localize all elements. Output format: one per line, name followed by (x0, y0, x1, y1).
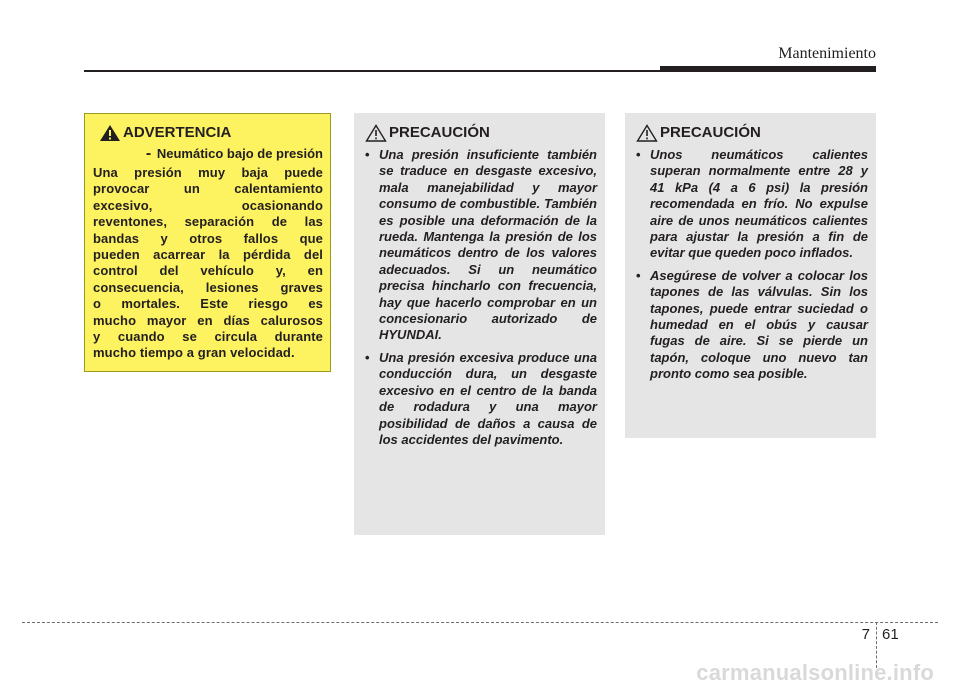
warning-line: excesivo, ocasionando (93, 197, 323, 213)
warning-line: o mortales. Este riesgo es (93, 296, 323, 312)
caution-list (365, 147, 597, 448)
list-item (636, 147, 868, 262)
chapter-number: 7 (861, 626, 870, 643)
header-rule-thick (660, 66, 876, 72)
list-item (365, 350, 597, 448)
warning-line: provocar un calentamiento (93, 181, 323, 197)
list-item-text: Una presión insuficiente también se traduce en desgaste excesivo, mala manejabilidad y mayor consumo de combustible. También es posible una deformación de la rueda. Mantenga la presión de los neumáticos dentro de los valores adecuados. Si un neumático precisa hincharlo con frecuencia, hay que hacerlo comprobar en un concesionario autorizado de HYUNDAI. (379, 147, 597, 343)
warning-subtitle (93, 145, 323, 162)
bullet: • (636, 147, 641, 162)
warning-triangle-icon (99, 124, 121, 142)
list-item (636, 268, 868, 383)
list-item-text: Una presión excesiva produce una conducción dura, un desgaste excesivo en el centro de la banda de rodadura y una mayor posibilidad de daños a causa de los accidentes del pavimento. (379, 349, 597, 447)
footer-dashed-rule (22, 622, 938, 623)
caution-title: PRECAUCIÓN (660, 124, 761, 141)
bullet: • (636, 267, 641, 283)
page-number: 61 (882, 626, 899, 643)
warning-title: ADVERTENCIA (123, 124, 232, 141)
section-title: Mantenimiento (778, 45, 876, 62)
list-item-text: Asegúrese de volver a colocar los tapones de las válvulas. Sin los tapones, puede entrar suciedad o humedad en el obús y causar fugas de aire. Si se pierde un tapón, coloque uno nuevo tan pronto como sea posible. (650, 267, 868, 382)
warning-heading (93, 123, 323, 142)
warning-line: y cuando se circula durante (93, 329, 323, 345)
warning-line: consecuencia, lesiones graves (93, 279, 323, 295)
warning-line: reventones, separación de las (93, 214, 323, 230)
list-item (365, 147, 597, 344)
warning-line: mucho mayor en días calurosos (93, 312, 323, 328)
header-rule-thin (84, 70, 664, 72)
caution-box-tire-pressure (354, 113, 605, 535)
caution-heading (365, 123, 597, 142)
bullet: • (365, 349, 370, 365)
caution-title: PRECAUCIÓN (389, 124, 490, 141)
list-item-text: Unos neumáticos calientes superan normalmente entre 28 y 41 kPa (4 a 6 psi) la presión recomendada en frío. No expulse aire de unos neumáticos calientes para ajustar la presión a fin de evitar que queden poco inflados. (650, 147, 868, 261)
caution-triangle-icon (636, 124, 658, 142)
warning-line: bandas y otros fallos que (93, 230, 323, 246)
bullet: • (365, 147, 370, 162)
warning-line: Una presión muy baja puede (93, 165, 323, 180)
warning-box (84, 113, 331, 372)
warning-line: control del vehículo y, en (93, 263, 323, 279)
caution-heading (636, 123, 868, 142)
watermark: carmanualsonline.info (696, 660, 934, 685)
warning-body (93, 165, 323, 362)
warning-line: pueden acarrear la pérdida del (93, 247, 323, 263)
caution-list (636, 147, 868, 383)
caution-triangle-icon (365, 124, 387, 142)
subtitle-dash: - (145, 145, 152, 162)
caution-box-hot-tires (625, 113, 876, 438)
warning-line: mucho tiempo a gran velocidad. (93, 345, 295, 361)
warning-subtitle-text: Neumático bajo de presión (156, 146, 323, 161)
